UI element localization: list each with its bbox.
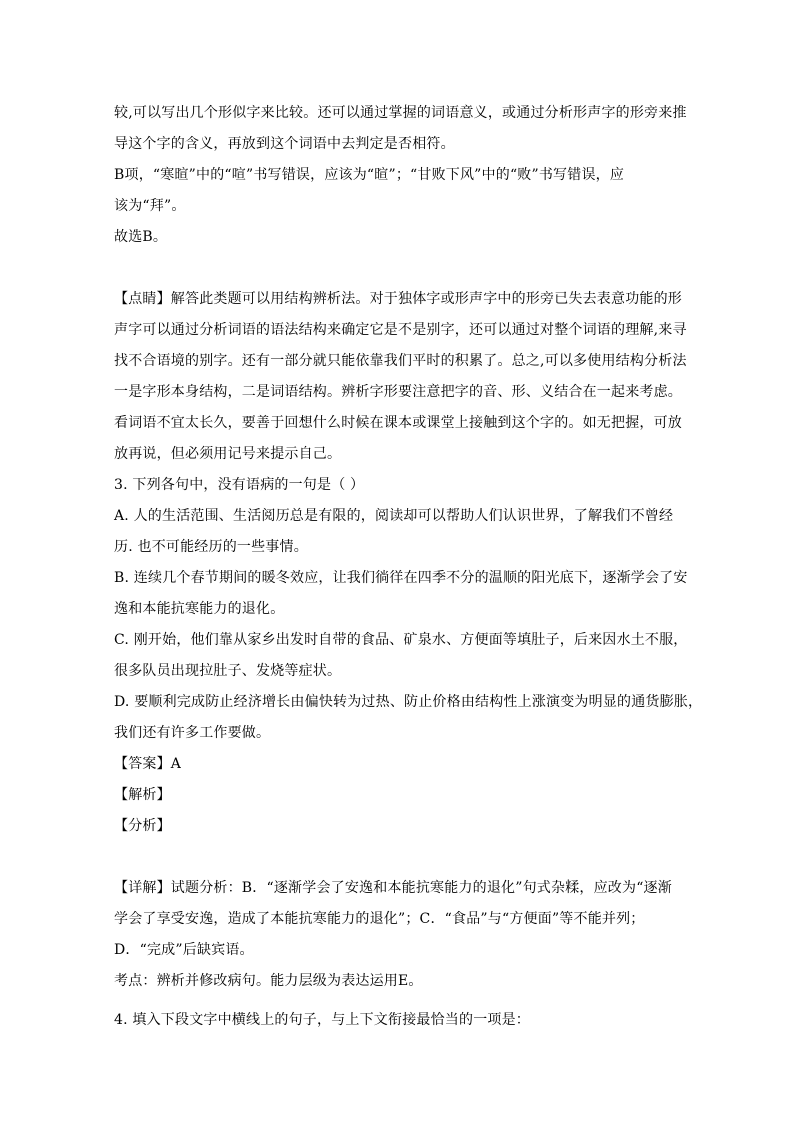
option-c-cont: 很多队员出现拉肚子、发烧等症状。 bbox=[114, 663, 342, 679]
text-line: B项，“寒暄”中的“喧”书写错误，应该为“暄”；“甘败下风”中的“败”书写错误，应 bbox=[114, 167, 625, 183]
text-line: 较,可以写出几个形似字来比较。还可以通过掌握的词语意义，或通过分析形声字的形旁来推 bbox=[114, 105, 687, 121]
text-line: 故选B。 bbox=[114, 229, 168, 245]
answer-label: 【答案】A bbox=[114, 756, 182, 772]
exam-point-line: 考点：辨析并修改病句。能力层级为表达运用E。 bbox=[114, 973, 423, 989]
text-line: 看词语不宜太长久，要善于回想什么时候在课本或课堂上接触到这个字的。如无把握，可放 bbox=[114, 415, 682, 431]
option-b-cont: 逸和本能抗寒能力的退化。 bbox=[114, 601, 285, 617]
question-3: 3. 下列各句中，没有语病的一句是（ ） bbox=[114, 477, 365, 493]
option-a-cont: 历. 也不可能经历的一些事情。 bbox=[114, 539, 308, 555]
question-4: 4. 填入下段文字中横线上的句子，与上下文衔接最恰当的一项是： bbox=[114, 1012, 531, 1028]
analysis-label: 【解析】 bbox=[114, 787, 171, 803]
option-c: C. 刚开始，他们靠从家乡出发时自带的食品、矿泉水、方便面等填肚子，后来因水土不服， bbox=[114, 632, 688, 648]
option-a: A. 人的生活范围、生活阅历总是有限的，阅读却可以帮助人们认识世界，了解我们不曾经 bbox=[114, 508, 674, 524]
text-line: D．“完成”后缺宾语。 bbox=[114, 942, 254, 958]
text-line: 声字可以通过分析词语的语法结构来确定它是不是别字，还可以通过对整个词语的理解,来寻 bbox=[114, 322, 687, 338]
text-line: 放再说，但必须用记号来提示自己。 bbox=[114, 446, 342, 462]
option-b: B. 连续几个春节期间的暖冬效应，让我们徜徉在四季不分的温顺的阳光底下，逐渐学会了安 bbox=[114, 570, 688, 586]
option-d: D. 要顺利完成防止经济增长由偏快转为过热、防止价格由结构性上涨演变为明显的通货膨胀， bbox=[114, 694, 703, 710]
text-line: 导这个字的含义，再放到这个词语中去判定是否相符。 bbox=[114, 136, 455, 152]
option-d-cont: 我们还有许多工作要做。 bbox=[114, 725, 271, 741]
detail-line: 【详解】试题分析：B．“逐渐学会了安逸和本能抗寒能力的退化”句式杂糅，应改为“逐渐 bbox=[114, 880, 672, 896]
text-line: 找不合语境的别字。还有一部分就只能依靠我们平时的积累了。总之,可以多使用结构分析法 bbox=[114, 353, 687, 369]
breakdown-label: 【分析】 bbox=[114, 818, 171, 834]
text-line: 一是字形本身结构，二是词语结构。辨析字形要注意把字的音、形、义结合在一起来考虑。 bbox=[114, 384, 682, 400]
tip-heading-line: 【点睛】解答此类题可以用结构辨析法。对于独体字或形声字中的形旁已失去表意功能的形 bbox=[114, 291, 682, 307]
text-line: 学会了享受安逸，造成了本能抗寒能力的退化”；C．“食品”与“方便面”等不能并列； bbox=[114, 911, 645, 927]
text-line: 该为“拜”。 bbox=[114, 198, 186, 214]
